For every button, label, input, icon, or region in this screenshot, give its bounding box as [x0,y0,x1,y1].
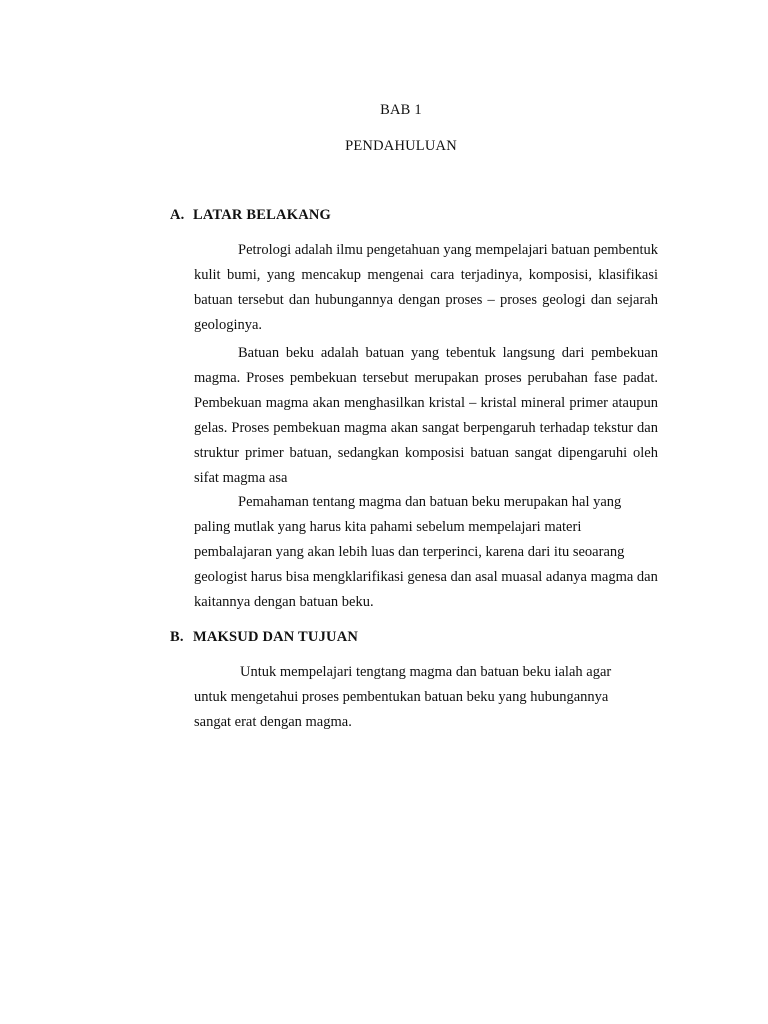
section-letter: A. [170,207,185,223]
section-title: MAKSUD DAN TUJUAN [193,629,359,645]
section-letter: B. [170,629,184,645]
paragraph: Petrologi adalah ilmu pengetahuan yang mempelajari batuan pembentuk kulit bumi, yang mencakup mengenai cara terjadinya, komposisi, klasifikasi batuan tersebut dan hubungannya dengan proses – proses geologi dan sejarah geologinya. [194,242,658,333]
paragraph: Batuan beku adalah batuan yang tebentuk langsung dari pembekuan magma. Proses pembekuan tersebut merupakan proses perubahan fase padat. Pembekuan magma akan menghasilkan kristal – kristal mineral primer ataupun gelas. Proses pembekuan magma akan sangat berpengaruh terhadap tekstur dan struktur primer batuan, sedangkan komposisi batuan sangat dipengaruhi oleh sifat magma asa [194,345,658,486]
paragraph: Pemahaman tentang magma dan batuan beku merupakan hal yang paling mutlak yang harus kita pahami sebelum mempelajari materi pembalajaran yang akan lebih luas dan terperinci, karena dari itu seoarang geologist harus bisa mengklarifikasi genesa dan asal muasal adanya magma dan kaitannya dengan batuan beku. [194,494,658,610]
section-heading-b [170,629,358,646]
paragraph: Untuk mempelajari tengtang magma dan batuan beku ialah agar untuk mengetahui proses pembentukan batuan beku yang hubungannya sangat erat dengan magma. [194,664,612,730]
section-title: LATAR BELAKANG [193,207,332,223]
chapter-heading: BAB 1 [380,102,422,118]
section-heading-a [170,207,331,224]
chapter-title: PENDAHULUAN [345,138,457,154]
